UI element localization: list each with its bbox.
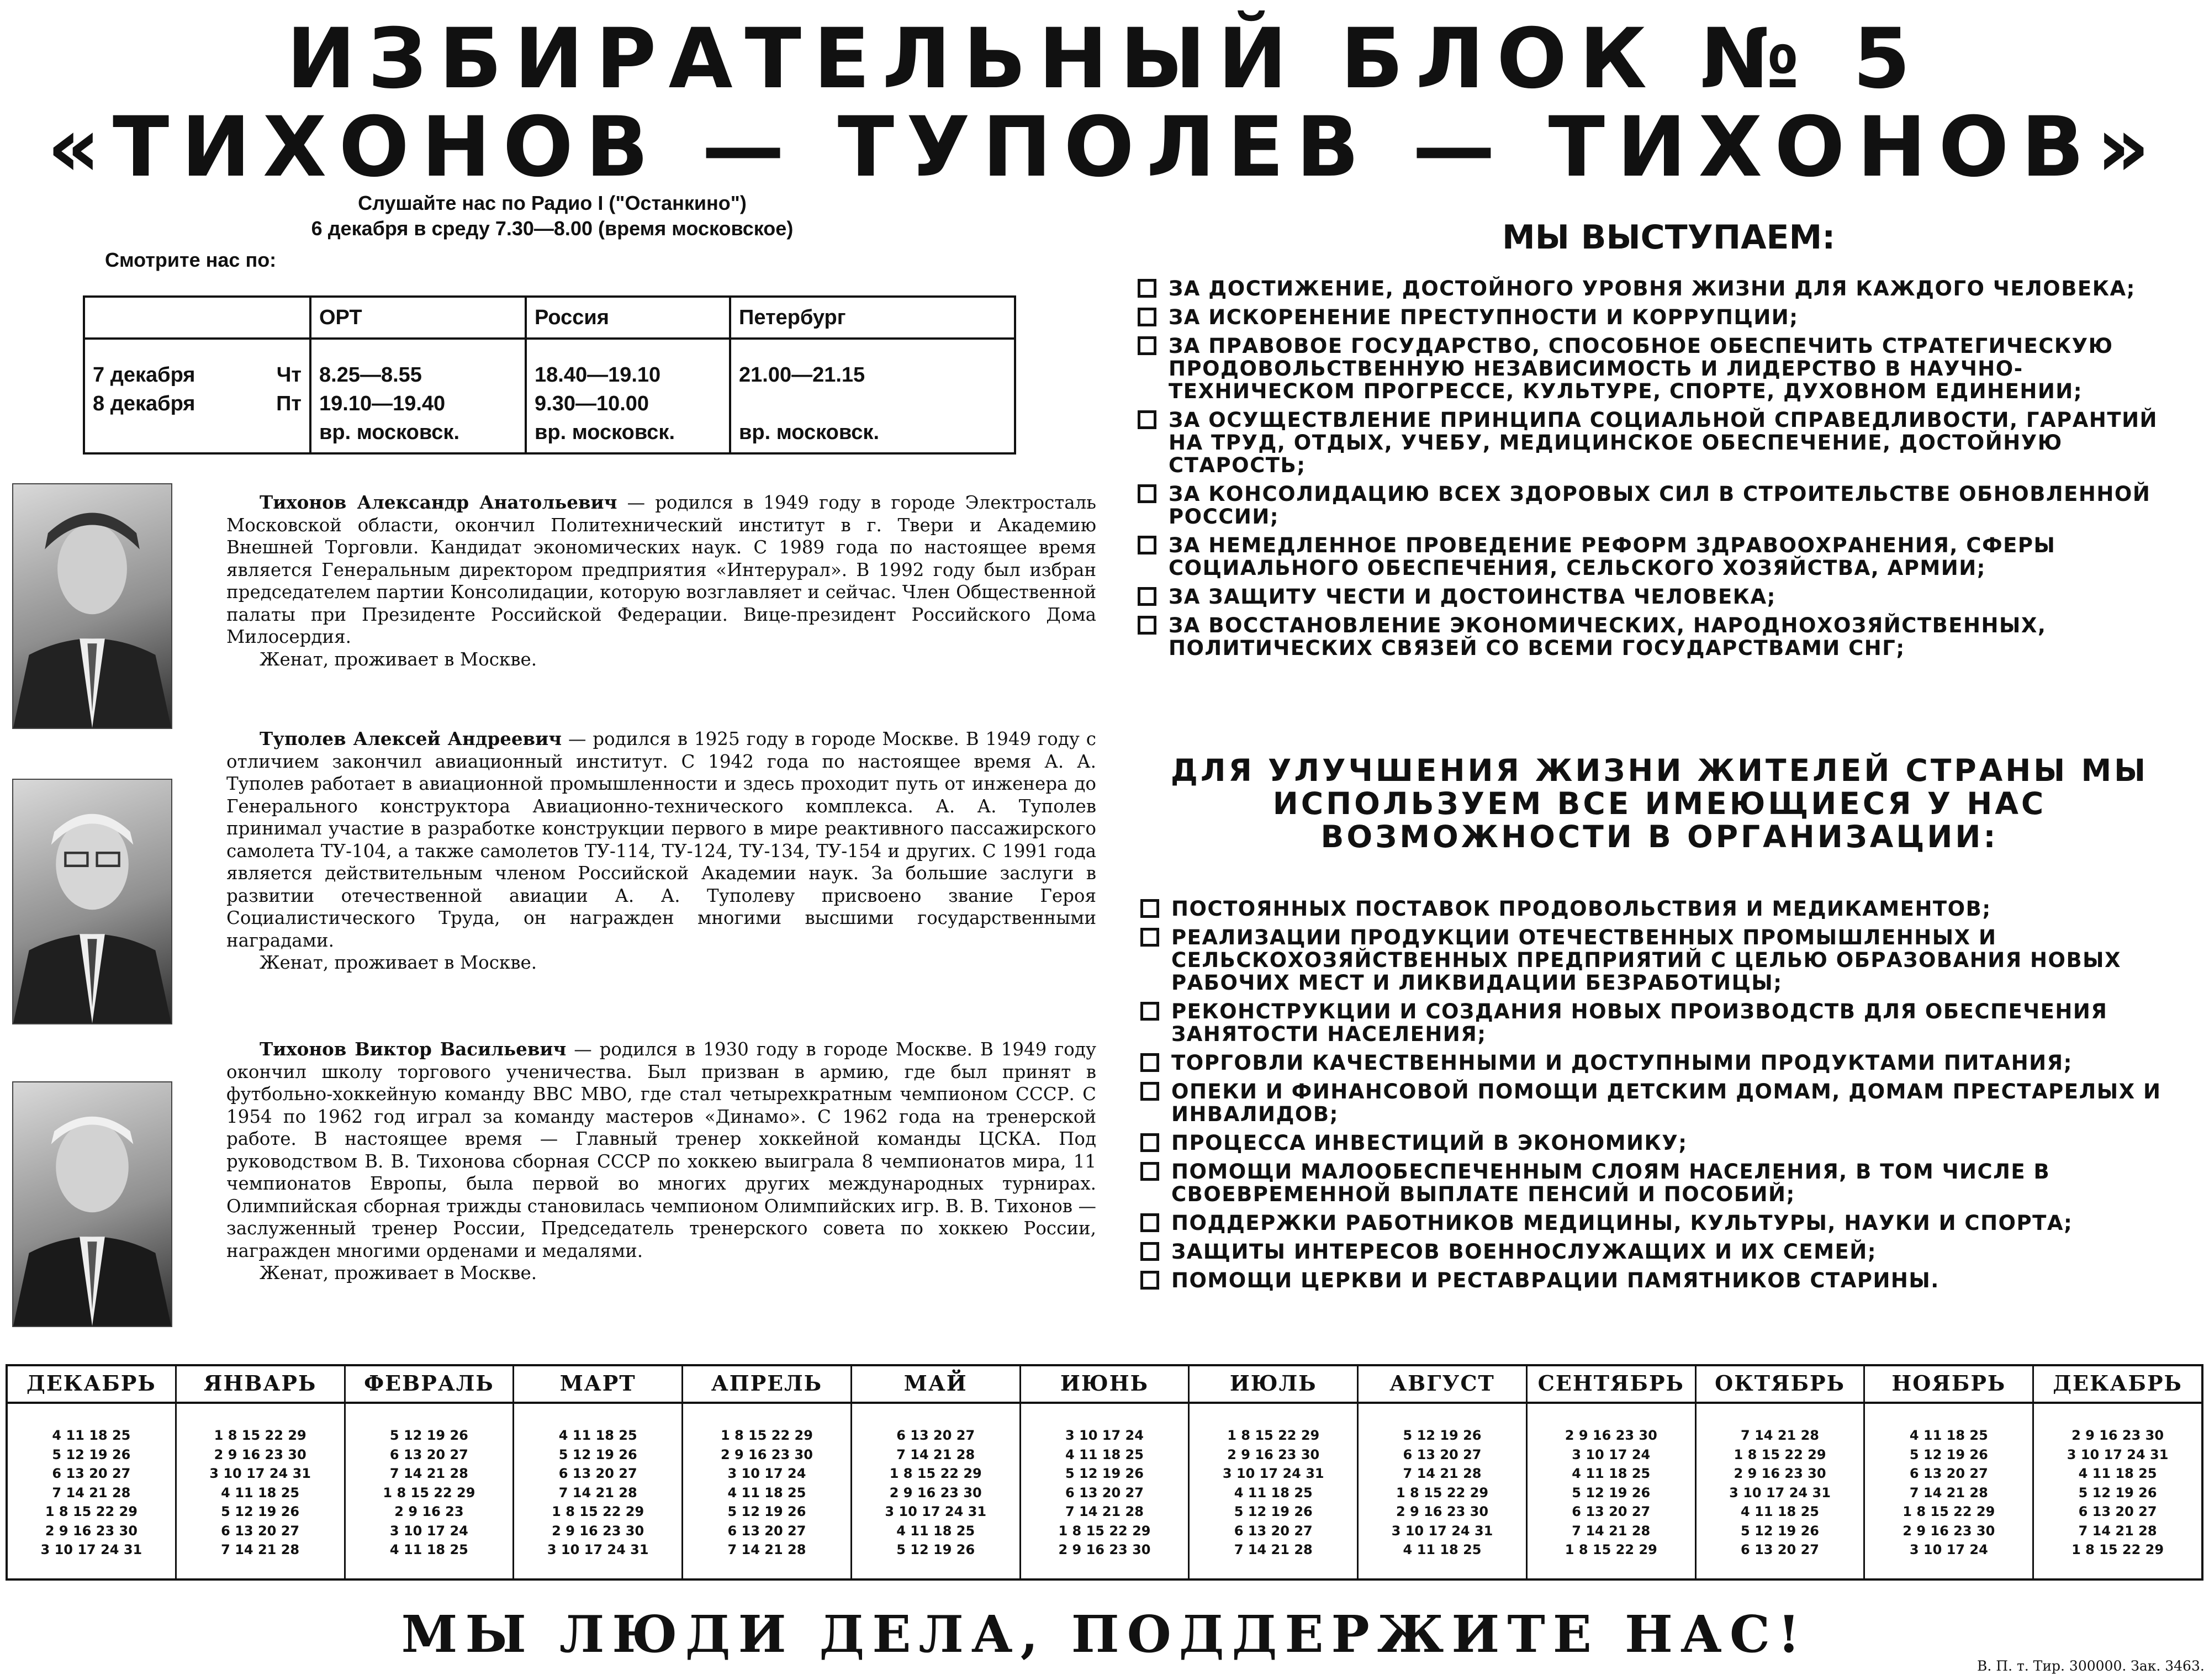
week-row: 1 8 15 22 29: [720, 1428, 813, 1443]
week-row: 5 12 19 26: [727, 1504, 806, 1519]
bio-tikhonov-v: [226, 1038, 1096, 1285]
goal-item: [1140, 897, 2187, 920]
bio-tikhonov-a: [226, 492, 1096, 670]
calendar-month: [8, 1366, 177, 1578]
week-row: 4 11 18 25: [52, 1428, 131, 1443]
spb-note: вр. московск.: [739, 421, 879, 444]
week-row: 2 9 16 23 30: [1903, 1523, 1995, 1539]
week-row: 4 11 18 25: [1065, 1446, 1144, 1462]
week-row: 6 13 20 27: [1403, 1446, 1482, 1462]
platform-item-text: ЗА КОНСОЛИДАЦИЮ ВСЕХ ЗДОРОВЫХ СИЛ В СТРОИТЕЛЬСТВЕ ОБНОВЛЕННОЙ РОССИИ;: [1169, 482, 2151, 529]
platform-item: [1138, 534, 2187, 579]
checkbox-icon: [1138, 616, 1156, 635]
calendar-month: [1697, 1366, 1866, 1578]
week-row: 5 12 19 26: [1909, 1446, 1988, 1462]
week-row: 4 11 18 25: [896, 1523, 975, 1539]
bio-family: Женат, проживает в Москве.: [260, 648, 537, 670]
bio-text: — родился в 1949 году в городе Электросталь Московской области, окончил Политехнический институт в г. Твери и Академию Внешней Торговли. Кандидат экономических наук. С 1989 года по настоящее время является Генеральным директором предприятия «Интерурал». В 1992 году был избран председателем партии Консолидации, которую возглавляет и сейчас. Член Общественной палаты при Президенте Российской Федерации. Вице-президент Российского Дома Милосердия.: [226, 492, 1096, 647]
platform-item: [1138, 585, 2187, 608]
checkbox-icon: [1140, 1271, 1159, 1290]
week-row: 7 14 21 28: [727, 1542, 806, 1557]
week-row: 5 12 19 26: [896, 1542, 975, 1557]
week-row: 5 12 19 26: [52, 1446, 131, 1462]
week-row: 1 8 15 22 29: [552, 1504, 644, 1519]
weekday-2: Пт: [276, 392, 302, 415]
week-row: 3 10 17 24 31: [40, 1542, 142, 1557]
goal-item-text: ТОРГОВЛИ КАЧЕСТВЕННЫМИ И ДОСТУПНЫМИ ПРОДУКТАМИ ПИТАНИЯ;: [1171, 1051, 2073, 1075]
calendar-month: [852, 1366, 1021, 1578]
week-row: 7 14 21 28: [221, 1542, 300, 1557]
checkbox-icon: [1140, 1002, 1159, 1021]
calendar-month: [2034, 1366, 2201, 1578]
portrait-tikhonov-v: [12, 1081, 172, 1327]
week-row: 1 8 15 22 29: [889, 1466, 982, 1481]
channel-spb: Петербург: [730, 297, 1015, 339]
month-name: ОКТЯБРЬ: [1697, 1366, 1864, 1404]
ort-time-2: 19.10—19.40: [319, 392, 446, 415]
portrait-tikhonov-a: [12, 483, 172, 729]
checkbox-icon: [1140, 899, 1159, 918]
bio-name: Тихонов Виктор Васильевич: [260, 1038, 567, 1060]
month-days: [346, 1426, 513, 1560]
week-row: 7 14 21 28: [1234, 1542, 1313, 1557]
checkbox-icon: [1138, 484, 1156, 503]
week-row: 3 10 17 24 31: [209, 1466, 311, 1481]
goal-item: [1140, 1000, 2187, 1045]
week-row: 2 9 16 23 30: [2071, 1428, 2164, 1443]
week-row: 5 12 19 26: [1741, 1523, 1820, 1539]
week-row: 4 11 18 25: [558, 1428, 637, 1443]
bio-name: Туполев Алексей Андреевич: [260, 728, 562, 749]
ort-note: вр. московск.: [319, 421, 459, 444]
goals-heading: ДЛЯ УЛУЧШЕНИЯ ЖИЗНИ ЖИТЕЛЕЙ СТРАНЫ МЫ ИСПОЛЬЗУЕМ ВСЕ ИМЕЮЩИЕСЯ У НАС ВОЗМОЖНОСТИ В ОРГАНИЗАЦИИ:: [1170, 753, 2149, 854]
week-row: 7 14 21 28: [896, 1446, 975, 1462]
week-row: 5 12 19 26: [1065, 1466, 1144, 1481]
platform-item-text: ЗА ВОССТАНОВЛЕНИЕ ЭКОНОМИЧЕСКИХ, НАРОДНОХОЗЯЙСТВЕННЫХ, ПОЛИТИЧЕСКИХ СВЯЗЕЙ СО ВСЕМИ ГОСУДАРСТВАМИ СНГ;: [1169, 614, 2047, 660]
radio-info: [166, 191, 939, 241]
month-days: [1021, 1426, 1188, 1560]
week-row: 1 8 15 22 29: [2071, 1542, 2164, 1557]
checkbox-icon: [1138, 587, 1156, 606]
month-name: МАРТ: [514, 1366, 681, 1404]
checkbox-icon: [1140, 1053, 1159, 1072]
checkbox-icon: [1140, 1133, 1159, 1152]
calendar-month: [1190, 1366, 1359, 1578]
week-row: 1 8 15 22 29: [1734, 1446, 1826, 1462]
day-1: 7 декабря: [93, 363, 195, 387]
calendar: [6, 1364, 2203, 1581]
week-row: 2 9 16 23 30: [889, 1484, 982, 1501]
checkbox-icon: [1138, 536, 1156, 554]
week-row: 6 13 20 27: [2078, 1504, 2157, 1519]
goal-item-text: ПОМОЩИ МАЛООБЕСПЕЧЕННЫМ СЛОЯМ НАСЕЛЕНИЯ, В ТОМ ЧИСЛЕ В СВОЕВРЕМЕННОЙ ВЫПЛАТЕ ПЕНСИЙ И ПОСОБИЙ;: [1171, 1160, 2051, 1206]
imprint: В. П. т. Тир. 300000. Зак. 3463.: [1977, 1658, 2205, 1674]
week-row: 3 10 17 24 31: [885, 1504, 987, 1519]
calendar-month: [346, 1366, 515, 1578]
month-days: [1865, 1426, 2032, 1560]
week-row: 5 12 19 26: [558, 1446, 637, 1462]
russia-time-1: 18.40—19.10: [535, 363, 661, 387]
week-row: 7 14 21 28: [1403, 1466, 1482, 1481]
channel-ort: ОРТ: [310, 297, 526, 339]
platform-item-text: ЗА ИСКОРЕНЕНИЕ ПРЕСТУПНОСТИ И КОРРУПЦИИ;: [1169, 305, 1799, 329]
watch-label: Смотрите нас по:: [105, 249, 277, 271]
day-row-1: [93, 361, 302, 389]
month-days: [1528, 1426, 1695, 1560]
week-row: 5 12 19 26: [2078, 1484, 2157, 1501]
week-row: 2 9 16 23 30: [1058, 1542, 1151, 1557]
week-row: 4 11 18 25: [1572, 1466, 1651, 1481]
week-row: 6 13 20 27: [1741, 1542, 1820, 1557]
checkbox-icon: [1140, 1162, 1159, 1181]
week-row: 4 11 18 25: [1403, 1542, 1482, 1557]
calendar-month: [1359, 1366, 1528, 1578]
week-row: 3 10 17 24: [389, 1523, 468, 1539]
month-days: [683, 1426, 850, 1560]
radio-line-2: 6 декабря в среду 7.30—8.00 (время московское): [311, 217, 794, 240]
platform-item-text: ЗА ПРАВОВОЕ ГОСУДАРСТВО, СПОСОБНОЕ ОБЕСПЕЧИТЬ СТРАТЕГИЧЕСКУЮ ПРОДОВОЛЬСТВЕННУЮ НЕЗАВИСИМОСТЬ И ЛИДЕРСТВО В НАУЧНО-ТЕХНИЧЕСКОМ ПРОГРЕССЕ, КУЛЬТУРЕ, СПОРТЕ, ДУХОВНОМ ЕДИНЕНИИ;: [1169, 334, 2113, 403]
week-row: 5 12 19 26: [389, 1428, 468, 1443]
week-row: 2 9 16 23 30: [1227, 1446, 1320, 1462]
calendar-month: [1021, 1366, 1190, 1578]
bio-text: — родился в 1930 году в городе Москве. В 1949 году окончил школу торгового ученичества. Был призван в армию, где был принят в футбольно-хоккейную команду ВВС МВО, где стал четырехкратным чемпионом СССР. С 1954 по 1962 год играл за команду мастеров «Динамо». С 1962 года на тренерской работе. В настоящее время — Главный тренер хоккейной команды ЦСКА. Под руководством В. В. Тихонова сборная СССР по хоккею выиграла 8 чемпионатов мира, 11 чемпионатов Европы, была первой во многих других международных турнирах. Олимпийская сборная трижды становилась чемпионом Олимпийских игр. В. В. Тихонов — заслуженный тренер России, Председатель тренерского совета по хоккею России, награжден многими орденами и медалями.: [226, 1039, 1096, 1261]
week-row: 5 12 19 26: [1234, 1504, 1313, 1519]
week-row: 6 13 20 27: [1572, 1504, 1651, 1519]
week-row: 7 14 21 28: [558, 1484, 637, 1501]
week-row: 6 13 20 27: [1909, 1466, 1988, 1481]
month-days: [1359, 1426, 1526, 1560]
goal-item: [1140, 1269, 2187, 1292]
week-row: 2 9 16 23 30: [552, 1523, 644, 1539]
platform-item: [1138, 306, 2187, 329]
month-days: [514, 1426, 681, 1560]
week-row: 4 11 18 25: [1741, 1504, 1820, 1519]
spb-time-1: 21.00—21.15: [739, 363, 865, 387]
week-row: 4 11 18 25: [389, 1542, 468, 1557]
month-days: [2034, 1426, 2201, 1560]
russia-note: вр. московск.: [535, 421, 675, 444]
goal-item-text: ПОДДЕРЖКИ РАБОТНИКОВ МЕДИЦИНЫ, КУЛЬТУРЫ, НАУКИ И СПОРТА;: [1171, 1211, 2073, 1235]
month-name: АПРЕЛЬ: [683, 1366, 850, 1404]
platform-item: [1138, 614, 2187, 659]
week-row: 4 11 18 25: [1234, 1484, 1313, 1501]
goal-item: [1140, 1212, 2187, 1234]
week-row: 6 13 20 27: [896, 1428, 975, 1443]
calendar-month: [683, 1366, 852, 1578]
week-row: 2 9 16 23 30: [720, 1446, 813, 1462]
week-row: 7 14 21 28: [1741, 1428, 1820, 1443]
week-row: 2 9 16 23: [394, 1504, 464, 1519]
week-row: 4 11 18 25: [2078, 1466, 2157, 1481]
goal-item: [1140, 1240, 2187, 1263]
checkbox-icon: [1138, 336, 1156, 355]
week-row: 3 10 17 24: [1572, 1446, 1651, 1462]
goal-item: [1140, 1080, 2187, 1126]
radio-line-1: Слушайте нас по Радио I ("Останкино"): [358, 192, 747, 214]
week-row: 6 13 20 27: [727, 1523, 806, 1539]
goal-item-text: ЗАЩИТЫ ИНТЕРЕСОВ ВОЕННОСЛУЖАЩИХ И ИХ СЕМЕЙ;: [1171, 1240, 1877, 1264]
bio-tupolev: [226, 728, 1096, 974]
week-row: 6 13 20 27: [221, 1523, 300, 1539]
week-row: 5 12 19 26: [1572, 1484, 1651, 1501]
week-row: 6 13 20 27: [389, 1446, 468, 1462]
week-row: 5 12 19 26: [1403, 1428, 1482, 1443]
week-row: 3 10 17 24 31: [547, 1542, 649, 1557]
week-row: 3 10 17 24 31: [1391, 1523, 1493, 1539]
week-row: 1 8 15 22 29: [214, 1428, 306, 1443]
week-row: 2 9 16 23 30: [1565, 1428, 1657, 1443]
week-row: 1 8 15 22 29: [1058, 1523, 1151, 1539]
month-name: ИЮНЬ: [1021, 1366, 1188, 1404]
week-row: 1 8 15 22 29: [45, 1504, 138, 1519]
week-row: 1 8 15 22 29: [383, 1484, 475, 1501]
schedule-days: [84, 339, 310, 453]
week-row: 3 10 17 24 31: [1729, 1484, 1831, 1501]
week-row: 7 14 21 28: [1065, 1504, 1144, 1519]
bio-family: Женат, проживает в Москве.: [260, 952, 537, 973]
calendar-month: [177, 1366, 346, 1578]
week-row: 7 14 21 28: [1572, 1523, 1651, 1539]
ort-times: [310, 339, 526, 453]
slogan: МЫ ЛЮДИ ДЕЛА, ПОДДЕРЖИТЕ НАС!: [401, 1604, 1808, 1664]
week-row: 2 9 16 23 30: [214, 1446, 306, 1462]
week-row: 3 10 17 24: [727, 1466, 806, 1481]
checkbox-icon: [1140, 1242, 1159, 1261]
month-days: [852, 1426, 1019, 1560]
checkbox-icon: [1140, 928, 1159, 947]
goal-item-text: РЕАЛИЗАЦИИ ПРОДУКЦИИ ОТЕЧЕСТВЕННЫХ ПРОМЫШЛЕННЫХ И СЕЛЬСКОХОЗЯЙСТВЕННЫХ ПРЕДПРИЯТИЙ С ЦЕЛЬЮ ОБРАЗОВАНИЯ НОВЫХ РАБОЧИХ МЕСТ И ЛИКВИДАЦИИ БЕЗРАБОТИЦЫ;: [1171, 926, 2122, 995]
title-line-2: «ТИХОНОВ — ТУПОЛЕВ — ТИХОНОВ»: [47, 99, 2162, 196]
week-row: 1 8 15 22 29: [1903, 1504, 1995, 1519]
month-name: СЕНТЯБРЬ: [1528, 1366, 1695, 1404]
week-row: 7 14 21 28: [1909, 1484, 1988, 1501]
month-name: ЯНВАРЬ: [177, 1366, 344, 1404]
month-days: [1190, 1426, 1357, 1560]
month-name: ДЕКАБРЬ: [2034, 1366, 2201, 1404]
bio-family: Женат, проживает в Москве.: [260, 1262, 537, 1283]
goal-item: [1140, 1132, 2187, 1154]
platform-heading: МЫ ВЫСТУПАЕМ:: [1502, 218, 1836, 257]
week-row: 7 14 21 28: [389, 1466, 468, 1481]
week-row: 4 11 18 25: [1909, 1428, 1988, 1443]
goal-item-text: РЕКОНСТРУКЦИИ И СОЗДАНИЯ НОВЫХ ПРОИЗВОДСТВ ДЛЯ ОБЕСПЕЧЕНИЯ ЗАНЯТОСТИ НАСЕЛЕНИЯ;: [1171, 1000, 2108, 1046]
month-name: ДЕКАБРЬ: [8, 1366, 175, 1404]
weekday-1: Чт: [276, 363, 302, 387]
platform-item: [1138, 409, 2187, 477]
spb-times: [730, 339, 1015, 453]
week-row: 3 10 17 24 31: [2067, 1446, 2169, 1462]
week-row: 2 9 16 23 30: [45, 1523, 138, 1539]
goals-list: [1140, 897, 2187, 1298]
ort-time-1: 8.25—8.55: [319, 363, 422, 387]
platform-item: [1138, 335, 2187, 403]
week-row: 7 14 21 28: [52, 1484, 131, 1501]
month-days: [1697, 1426, 1864, 1560]
russia-times: [526, 339, 730, 453]
week-row: 2 9 16 23 30: [1734, 1466, 1826, 1481]
month-days: [177, 1426, 344, 1560]
month-name: МАЙ: [852, 1366, 1019, 1404]
week-row: 2 9 16 23 30: [1396, 1504, 1489, 1519]
platform-item-text: ЗА ОСУЩЕСТВЛЕНИЕ ПРИНЦИПА СОЦИАЛЬНОЙ СПРАВЕДЛИВОСТИ, ГАРАНТИЙ НА ТРУД, ОТДЫХ, УЧЕБУ, МЕДИЦИНСКОЕ ОБЕСПЕЧЕНИЕ, ДОСТОЙНУЮ СТАРОСТЬ;: [1169, 408, 2158, 477]
bio-text: — родился в 1925 году в городе Москве. В 1949 году с отличием закончил авиационный институт. С 1942 года по настоящее время А. А. Туполев работает в авиационной промышленности и здесь проходит путь от инженера до Генерального конструктора Авиационно-технического комплекса. А. А. Туполев принимал участие в разработке конструкции первого в мире реактивного пассажирского самолета ТУ-104, а также самолетов ТУ-114, ТУ-124, ТУ-134, ТУ-154 и других. С 1991 года является действительным членом Российской Академии наук. За большие заслуги в развитии отечественной авиации А. А. Туполеву присвоено звание Героя Социалистического Труда, он награжден многими высшими государственными наградами.: [226, 728, 1096, 951]
channel-russia: Россия: [526, 297, 730, 339]
week-row: 6 13 20 27: [1065, 1484, 1144, 1501]
week-row: 4 11 18 25: [727, 1484, 806, 1501]
month-name: ФЕВРАЛЬ: [346, 1366, 513, 1404]
checkbox-icon: [1140, 1082, 1159, 1101]
day-row-2: [93, 389, 302, 418]
week-row: 1 8 15 22 29: [1565, 1542, 1657, 1557]
bio-name: Тихонов Александр Анатольевич: [260, 492, 617, 513]
checkbox-icon: [1138, 410, 1156, 429]
spb-time-2: [739, 389, 1006, 418]
month-name: НОЯБРЬ: [1865, 1366, 2032, 1404]
goal-item-text: ПОСТОЯННЫХ ПОСТАВОК ПРОДОВОЛЬСТВИЯ И МЕДИКАМЕНТОВ;: [1171, 897, 1991, 921]
calendar-month: [514, 1366, 683, 1578]
platform-list: [1138, 277, 2187, 665]
month-days: [8, 1426, 175, 1560]
title-line-1: ИЗБИРАТЕЛЬНЫЙ БЛОК № 5: [286, 11, 1923, 107]
week-row: 7 14 21 28: [2078, 1523, 2157, 1539]
week-row: 4 11 18 25: [221, 1484, 300, 1501]
platform-item-text: ЗА ЗАЩИТУ ЧЕСТИ И ДОСТОИНСТВА ЧЕЛОВЕКА;: [1169, 585, 1776, 609]
russia-time-2: 9.30—10.00: [535, 392, 649, 415]
checkbox-icon: [1138, 279, 1156, 298]
week-row: 1 8 15 22 29: [1396, 1484, 1489, 1501]
month-name: АВГУСТ: [1359, 1366, 1526, 1404]
goal-item-text: ПРОЦЕССА ИНВЕСТИЦИЙ В ЭКОНОМИКУ;: [1171, 1131, 1688, 1155]
goal-item-text: ПОМОЩИ ЦЕРКВИ И РЕСТАВРАЦИИ ПАМЯТНИКОВ СТАРИНЫ.: [1171, 1269, 1940, 1292]
week-row: 3 10 17 24: [1909, 1542, 1988, 1557]
tv-schedule-table: [83, 295, 1016, 455]
goal-item: [1140, 926, 2187, 994]
week-row: 3 10 17 24 31: [1222, 1466, 1324, 1481]
month-name: ИЮЛЬ: [1190, 1366, 1357, 1404]
checkbox-icon: [1140, 1213, 1159, 1232]
week-row: 6 13 20 27: [52, 1466, 131, 1481]
platform-item-text: ЗА НЕМЕДЛЕННОЕ ПРОВЕДЕНИЕ РЕФОРМ ЗДРАВООХРАНЕНИЯ, СФЕРЫ СОЦИАЛЬНОГО ОБЕСПЕЧЕНИЯ, СЕЛЬСКОГО ХОЗЯЙСТВА, АРМИИ;: [1169, 533, 2056, 580]
platform-item: [1138, 277, 2187, 300]
week-row: 5 12 19 26: [221, 1504, 300, 1519]
week-row: 6 13 20 27: [1234, 1523, 1313, 1539]
week-row: 3 10 17 24: [1065, 1428, 1144, 1443]
schedule-corner-cell: [84, 297, 310, 339]
platform-item: [1138, 483, 2187, 528]
week-row: 6 13 20 27: [558, 1466, 637, 1481]
calendar-month: [1865, 1366, 2034, 1578]
day-2: 8 декабря: [93, 392, 195, 415]
platform-item-text: ЗА ДОСТИЖЕНИЕ, ДОСТОЙНОГО УРОВНЯ ЖИЗНИ ДЛЯ КАЖДОГО ЧЕЛОВЕКА;: [1169, 277, 2136, 300]
week-row: 1 8 15 22 29: [1227, 1428, 1320, 1443]
checkbox-icon: [1138, 308, 1156, 326]
goal-item-text: ОПЕКИ И ФИНАНСОВОЙ ПОМОЩИ ДЕТСКИМ ДОМАМ, ДОМАМ ПРЕСТАРЕЛЫХ И ИНВАЛИДОВ;: [1171, 1080, 2162, 1126]
portrait-tupolev: [12, 779, 172, 1024]
calendar-month: [1528, 1366, 1697, 1578]
goal-item: [1140, 1052, 2187, 1074]
goal-item: [1140, 1160, 2187, 1206]
